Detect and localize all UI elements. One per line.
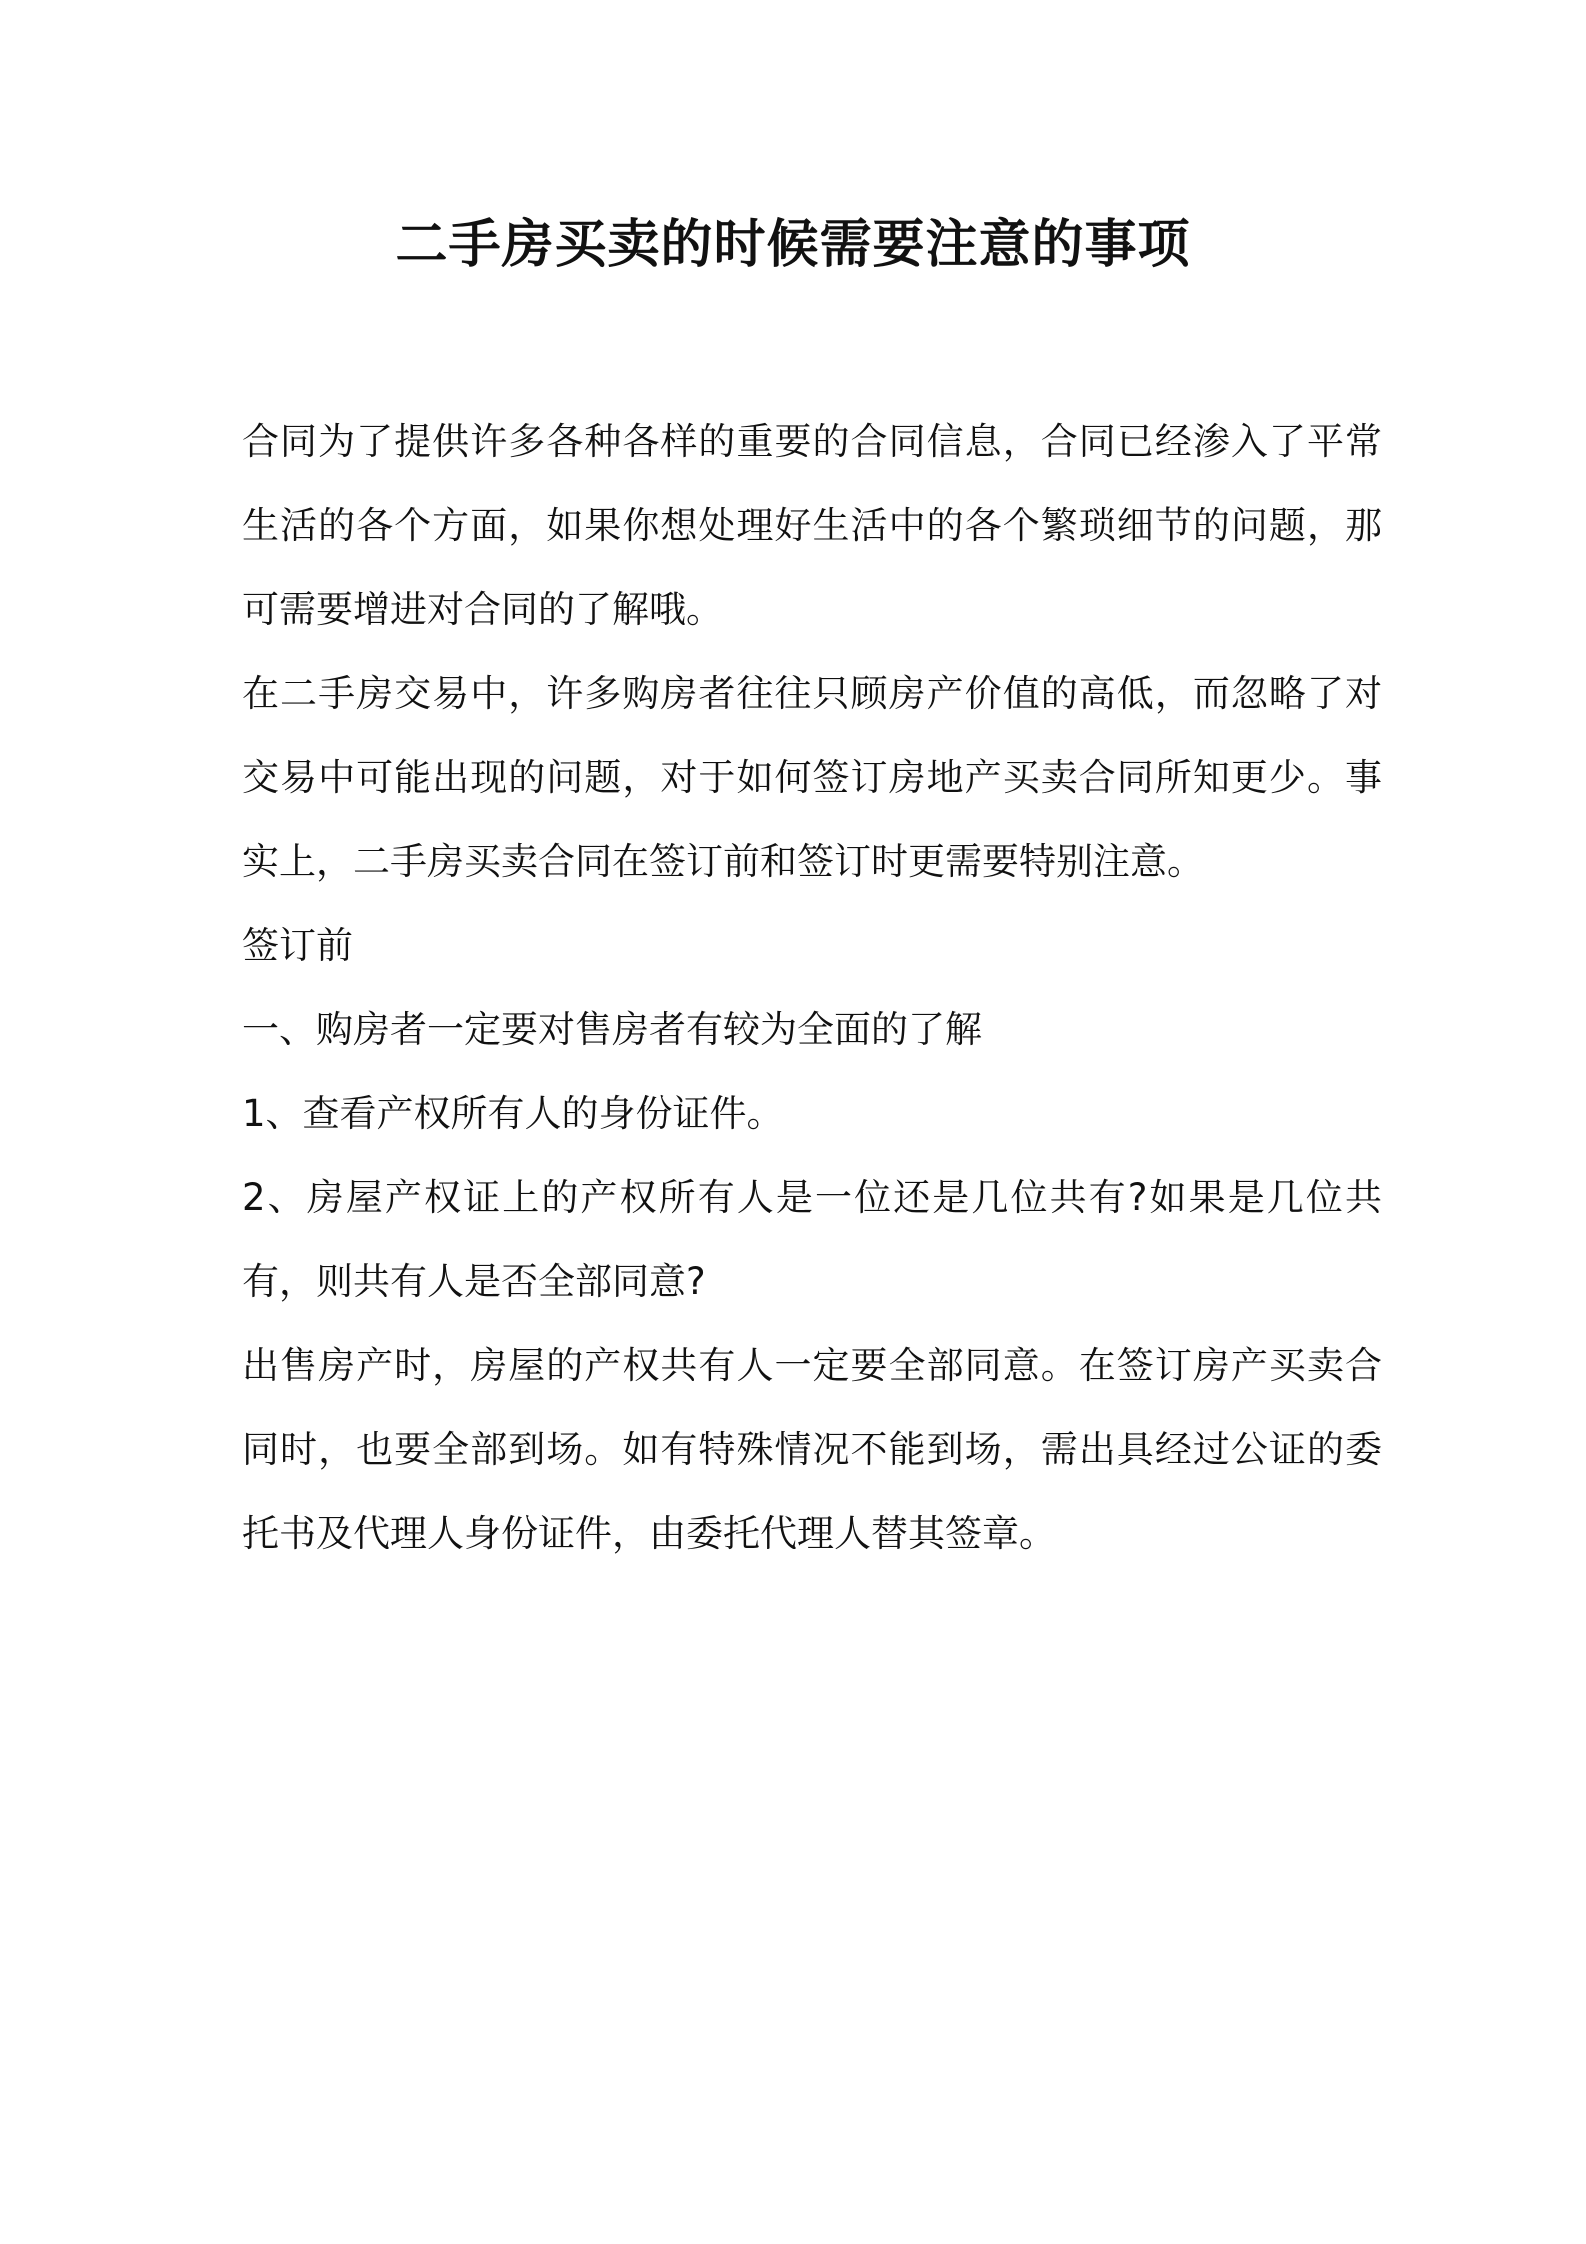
list-item-2: 2、房屋产权证上的产权所有人是一位还是几位共有?如果是几位共有，则共有人是否全部同意? [242, 1176, 1382, 1303]
paragraph-co-owners: 出售房产时，房屋的产权共有人一定要全部同意。在签订房产买卖合同时，也要全部到场。如有特殊情况不能到场，需出具经过公证的委托书及代理人身份证件，由委托代理人替其签章。 [242, 1344, 1382, 1555]
section-heading-before-signing: 签订前 [242, 924, 353, 967]
document-body [242, 400, 1382, 1576]
paragraph-context: 在二手房交易中，许多购房者往往只顾房产价值的高低，而忽略了对交易中可能出现的问题，对于如何签订房地产买卖合同所知更少。事实上，二手房买卖合同在签订前和签订时更需要特别注意。 [242, 672, 1382, 883]
paragraph-intro: 合同为了提供许多各种各样的重要的合同信息，合同已经渗入了平常生活的各个方面，如果你想处理好生活中的各个繁琐细节的问题，那可需要增进对合同的了解哦。 [242, 420, 1382, 631]
subsection-heading-know-seller: 一、购房者一定要对售房者有较为全面的了解 [242, 1008, 982, 1051]
list-item-1: 1、查看产权所有人的身份证件。 [242, 1092, 784, 1135]
document-title: 二手房买卖的时候需要注意的事项 [395, 215, 1191, 275]
